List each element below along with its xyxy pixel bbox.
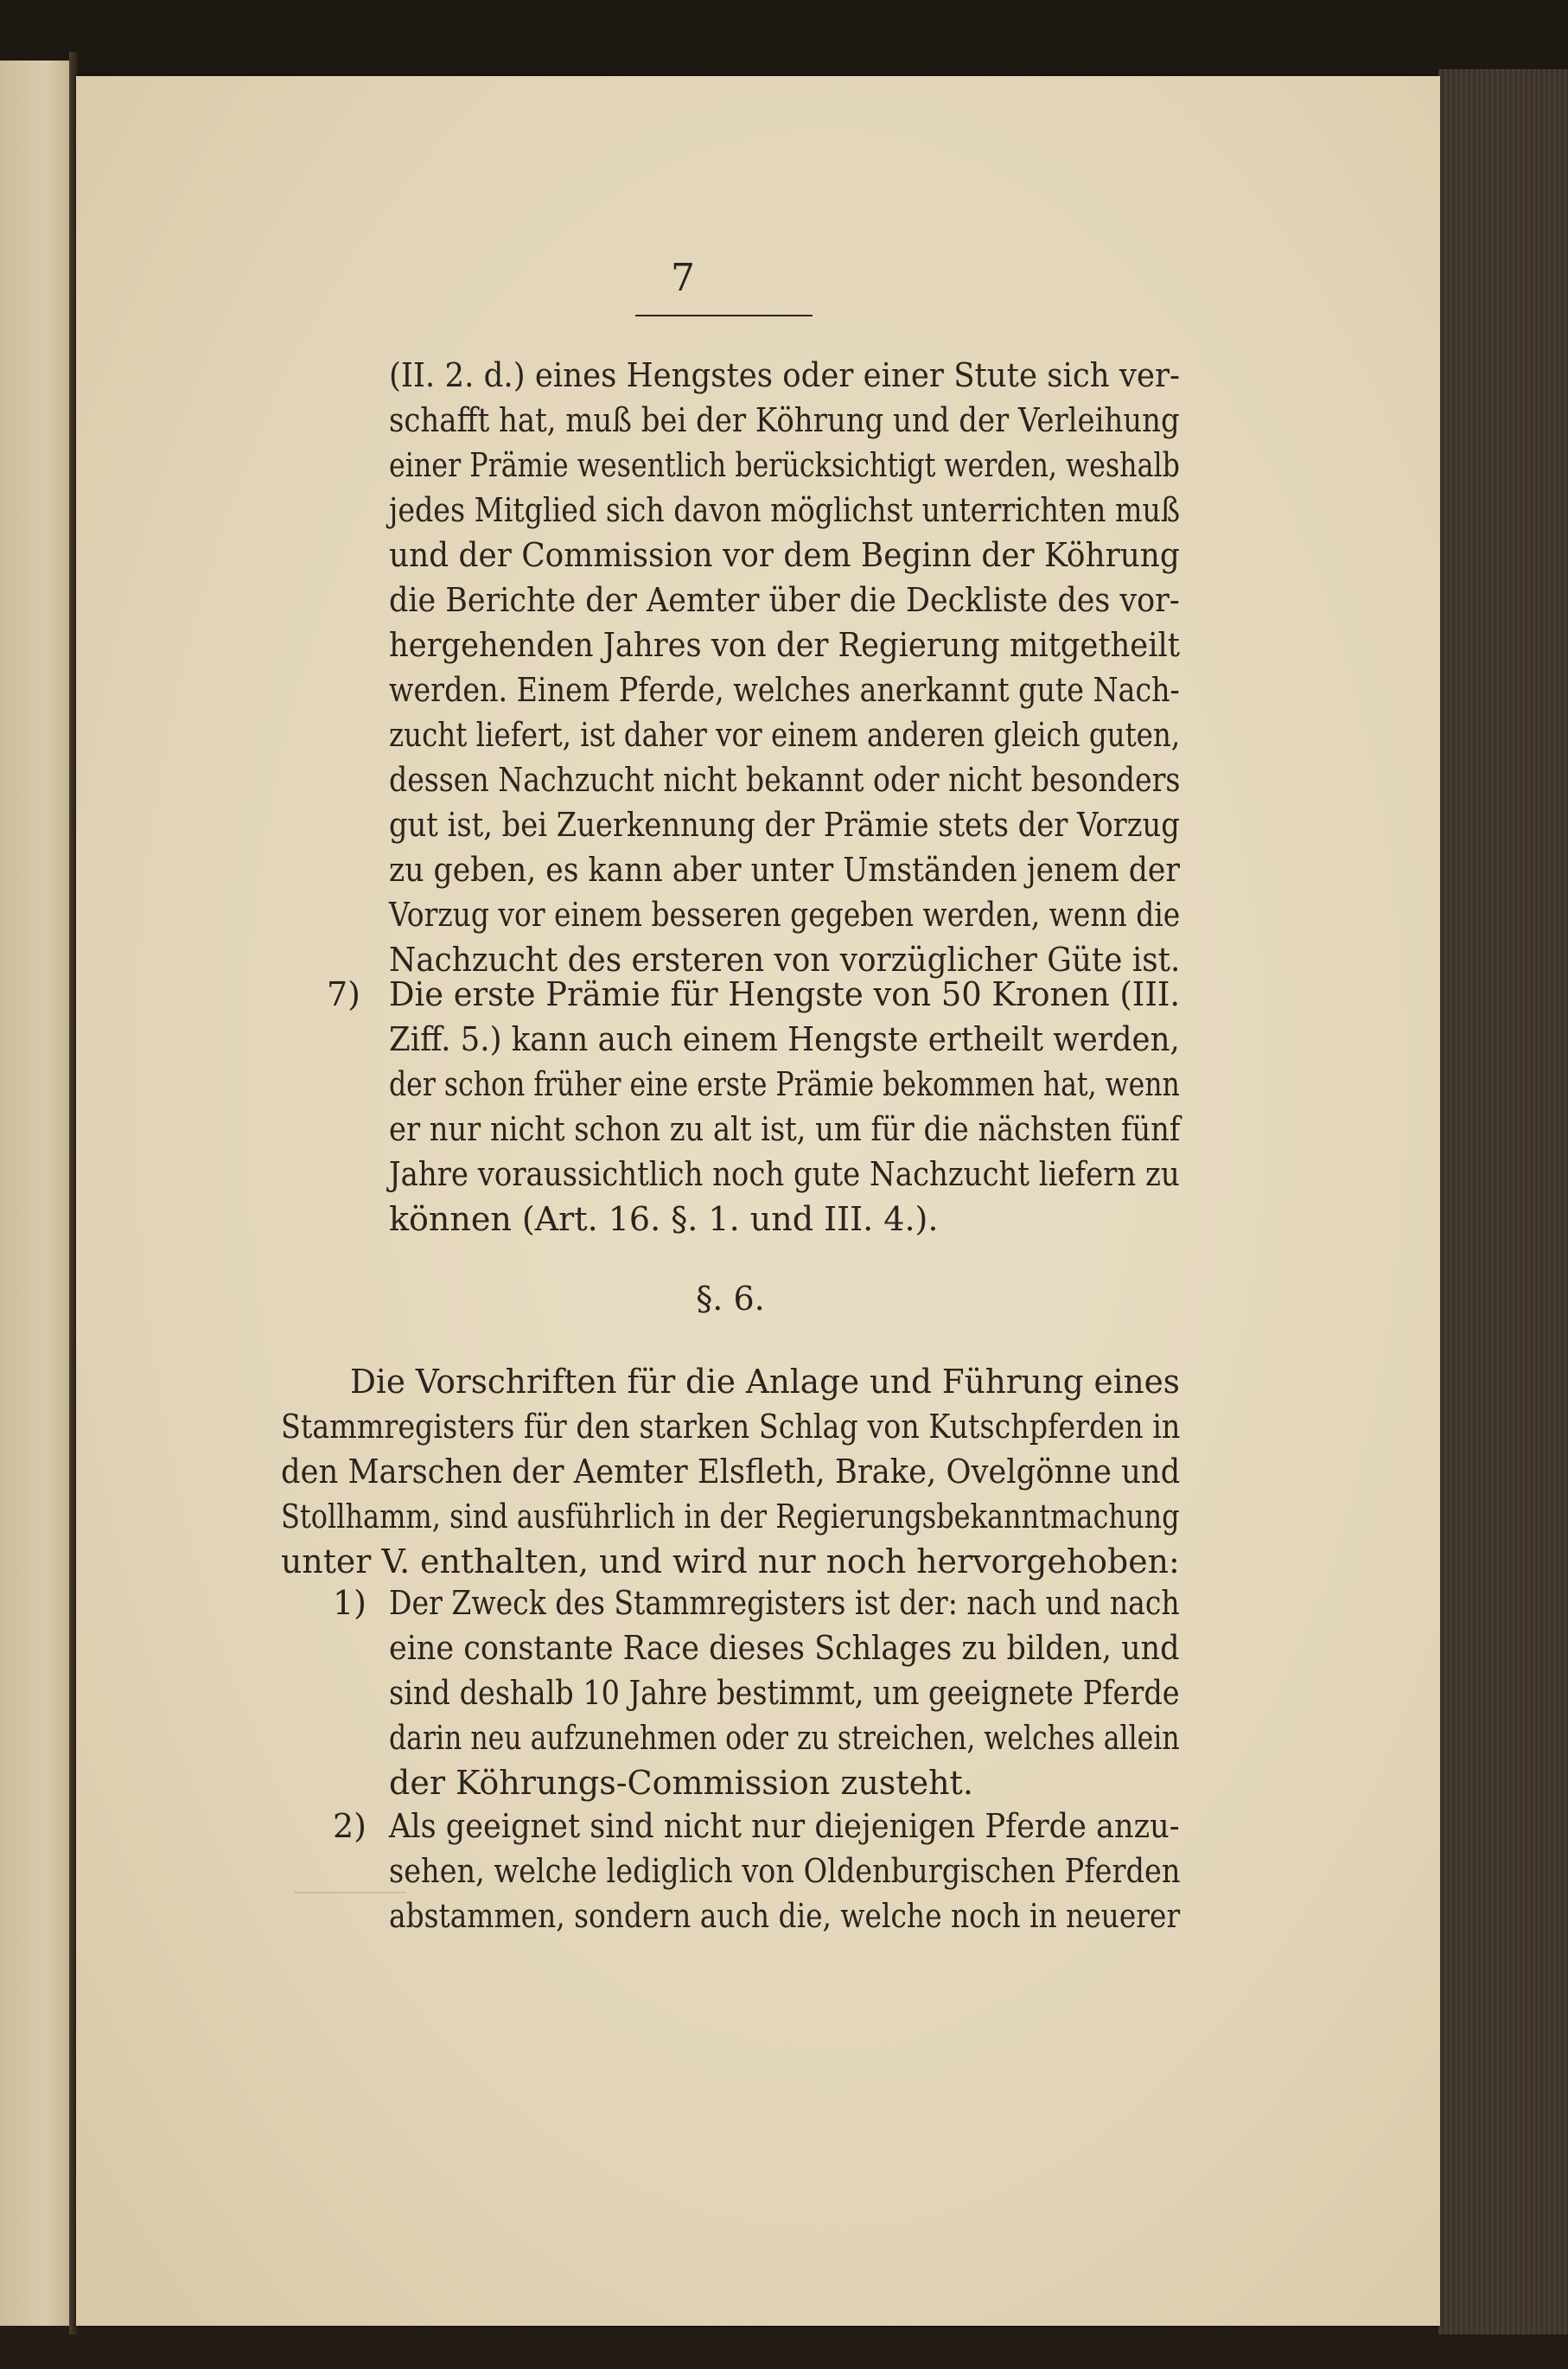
left-page-edge bbox=[0, 61, 76, 2326]
page-number: 7 bbox=[671, 256, 695, 300]
text-line: sind deshalb 10 Jahre bestimmt, um geeignete Pferde bbox=[389, 1674, 1180, 1712]
text-line: (II. 2. d.) eines Hengstes oder einer Stute sich ver- bbox=[389, 356, 1180, 394]
text-line: Stammregisters für den starken Schlag von Kutschpferden in bbox=[281, 1408, 1181, 1446]
text-line: er nur nicht schon zu alt ist, um für die nächsten fünf bbox=[389, 1110, 1181, 1148]
book-cover-edge bbox=[1438, 69, 1568, 2334]
text-line: dessen Nachzucht nicht bekannt oder nicht besonders bbox=[389, 761, 1181, 799]
text-line: schafft hat, muß bei der Köhrung und der Verleihung bbox=[389, 401, 1180, 439]
text-line: einer Prämie wesentlich berücksichtigt werden, weshalb bbox=[389, 446, 1180, 484]
paragraph-continuation bbox=[389, 356, 1180, 1005]
faint-bleed-rule bbox=[294, 1892, 406, 1893]
text-line: den Marschen der Aemter Elsfleth, Brake, Ovelgönne und bbox=[281, 1453, 1181, 1491]
text-line: darin neu aufzunehmen oder zu streichen, welches allein bbox=[389, 1719, 1180, 1757]
section-intro bbox=[281, 1363, 1180, 1596]
text-line: unter V. enthalten, und wird nur noch hervorgehoben: bbox=[281, 1542, 1180, 1580]
text-line: Der Zweck des Stammregisters ist der: nach und nach bbox=[389, 1584, 1180, 1622]
text-line: Vorzug vor einem besseren gegeben werden, wenn die bbox=[389, 896, 1181, 934]
text-line: gut ist, bei Zuerkennung der Prämie stets der Vorzug bbox=[389, 806, 1180, 844]
text-line: sehen, welche lediglich von Oldenburgischen Pferden bbox=[389, 1852, 1181, 1890]
list-item-7 bbox=[389, 975, 1180, 1252]
text-line: zucht liefert, ist daher vor einem anderen gleich guten, bbox=[389, 716, 1181, 754]
text-line: abstammen, sondern auch die, welche noch in neuerer bbox=[389, 1897, 1181, 1935]
list-number: 2) bbox=[333, 1807, 367, 1845]
list-number: 1) bbox=[333, 1584, 367, 1622]
text-line: eine constante Race dieses Schlages zu bilden, und bbox=[389, 1629, 1180, 1667]
text-line: Als geeignet sind nicht nur diejenigen Pferde anzu- bbox=[389, 1807, 1180, 1845]
text-line: der Köhrungs-Commission zusteht. bbox=[389, 1764, 973, 1802]
text-line: können (Art. 16. §. 1. und III. 4.). bbox=[389, 1200, 939, 1238]
header-rule bbox=[635, 315, 813, 316]
text-line: Stollhamm, sind ausführlich in der Regierungsbekanntmachung bbox=[281, 1497, 1180, 1536]
text-line: Ziff. 5.) kann auch einem Hengste ertheilt werden, bbox=[389, 1020, 1180, 1058]
list-item-1 bbox=[389, 1584, 1180, 1817]
text-line: die Berichte der Aemter über die Deckliste des vor- bbox=[389, 581, 1180, 619]
text-line: der schon früher eine erste Prämie bekommen hat, wenn bbox=[389, 1065, 1180, 1103]
text-line: Jahre voraussichtlich noch gute Nachzucht liefern zu bbox=[389, 1155, 1180, 1193]
text-line: und der Commission vor dem Beginn der Köhrung bbox=[389, 536, 1180, 574]
text-line: Die Vorschriften für die Anlage und Führung eines bbox=[350, 1363, 1180, 1401]
text-line: Die erste Prämie für Hengste von 50 Kronen (III. bbox=[389, 975, 1181, 1013]
text-line: zu geben, es kann aber unter Umständen jenem der bbox=[389, 851, 1180, 889]
section-heading: §. 6. bbox=[696, 1280, 765, 1318]
list-number: 7) bbox=[327, 975, 361, 1013]
text-line: Nachzucht des ersteren von vorzüglicher Güte ist. bbox=[389, 941, 1181, 979]
text-line: hergehenden Jahres von der Regierung mitgetheilt bbox=[389, 626, 1180, 664]
text-line: werden. Einem Pferde, welches anerkannt gute Nach- bbox=[389, 671, 1180, 709]
text-line: jedes Mitglied sich davon möglichst unterrichten muß bbox=[389, 491, 1181, 529]
list-item-2 bbox=[389, 1807, 1180, 1954]
